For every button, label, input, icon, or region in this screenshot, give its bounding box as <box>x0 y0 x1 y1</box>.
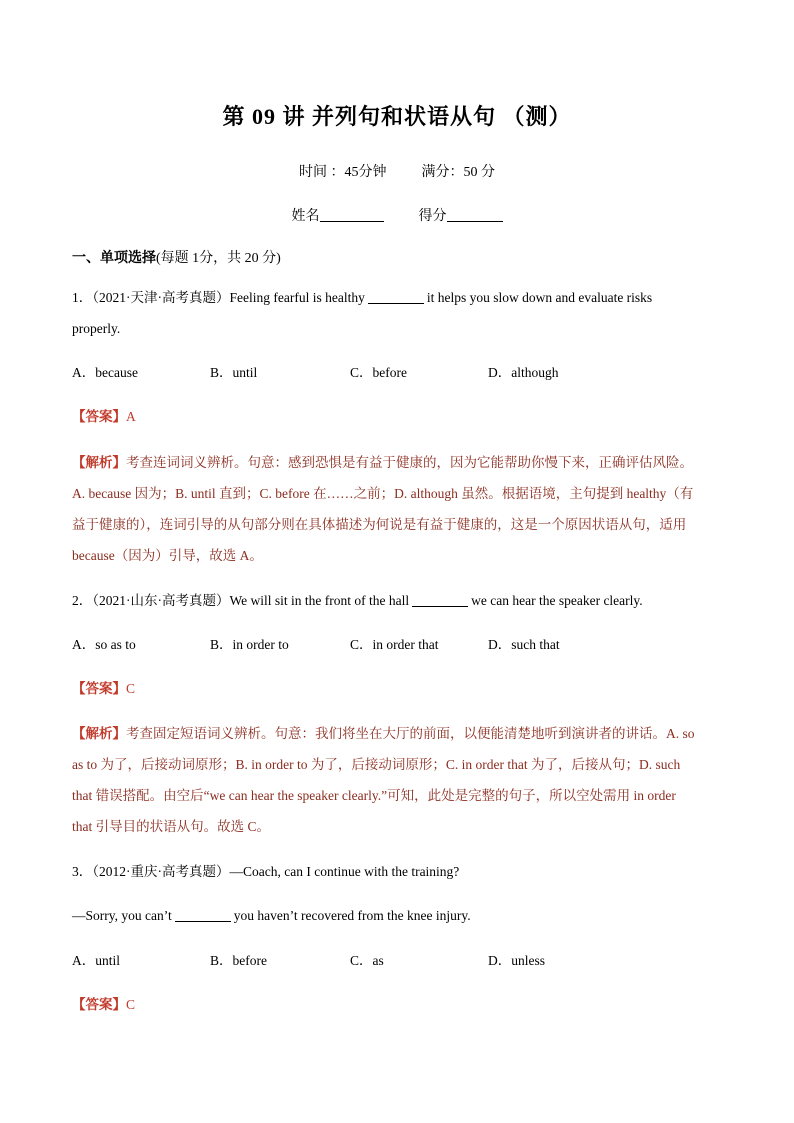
question-1-blank[interactable] <box>368 289 424 304</box>
exam-meta-name <box>0 205 794 225</box>
exam-meta-time <box>0 161 794 181</box>
section-heading-title: 一、单项选择 <box>72 251 156 266</box>
question-3-source: （2012·重庆·高考真题） <box>92 864 230 879</box>
question-2-analysis-line-4: that 引导目的状语从句。故选 C。 <box>72 819 270 834</box>
question-3-stem: 3．（2012·重庆·高考真题）—Coach, can I continue with the training? <box>72 864 460 879</box>
question-2-blank[interactable] <box>412 592 468 607</box>
page-title: 第 09 讲 并列句和状语从句 （测） <box>222 104 572 129</box>
question-3-answer: 【答案】C <box>72 997 136 1012</box>
question-1-option-d[interactable]: D．although <box>488 365 559 380</box>
question-2-option-a[interactable]: A．so as to <box>72 637 136 652</box>
question-2-analysis-line-1: 【解析】考查固定短语词义辨析。句意：我们将坐在大厅的前面，以便能清楚地听到演讲者的讲话。A. so <box>72 726 695 741</box>
question-2-option-d[interactable]: D．such that <box>488 637 560 652</box>
question-3-blank[interactable] <box>175 907 231 922</box>
question-1-options <box>72 363 559 383</box>
question-2-option-b[interactable]: B．in order to <box>210 637 289 652</box>
question-1-option-c[interactable]: C．before <box>350 365 407 380</box>
question-1-source: （2021·天津·高考真题） <box>92 290 230 305</box>
question-2-source: （2021·山东·高考真题） <box>92 593 230 608</box>
question-2-options <box>72 635 560 655</box>
question-2-analysis-line-2: as to 为了，后接动词原形；B. in order to 为了，后接动词原形；C. in order that 为了，后接从句；D. such <box>72 757 681 772</box>
score-blank[interactable] <box>447 207 503 222</box>
question-1-option-a[interactable]: A．because <box>72 365 138 380</box>
name-blank[interactable] <box>320 207 384 222</box>
question-1-analysis-line-4: because（因为）引导，故选 A。 <box>72 548 263 563</box>
question-1-answer: 【答案】A <box>72 409 136 424</box>
score-label: 得分 <box>418 209 447 224</box>
section-heading <box>72 247 281 267</box>
question-2-option-c[interactable]: C．in order that <box>350 637 439 652</box>
question-1-analysis-line-2: A. because 因为；B. until 直到；C. before 在……之前；D. although 虽然。根据语境，主句提到 healthy（有 <box>72 486 694 501</box>
question-3-option-a[interactable]: A．until <box>72 953 121 968</box>
section-heading-note: (每题 1分，共 20 分) <box>156 251 281 266</box>
question-2-answer: 【答案】C <box>72 681 136 696</box>
question-3-option-c[interactable]: C．as <box>350 953 384 968</box>
question-1-analysis-line-1: 【解析】考查连词词义辨析。句意：感到恐惧是有益于健康的，因为它能帮助你慢下来，正确评估风险。 <box>72 455 693 470</box>
question-1-stem-line2: properly. <box>72 321 121 336</box>
question-1-analysis-line-3: 益于健康的），连词引导的从句部分则在具体描述为何说是有益于健康的，这是一个原因状语从句，适用 <box>72 517 687 532</box>
question-2-answer-value: C <box>126 681 136 696</box>
question-2-analysis-line-3: that 错误搭配。由空后“we can hear the speaker clearly.”可知，此处是完整的句子，所以空处需用 in order <box>72 788 676 803</box>
question-3-options <box>72 951 545 971</box>
question-1-option-b[interactable]: B．until <box>210 365 258 380</box>
time-label: 时间 ：45分钟 <box>299 165 387 180</box>
question-1-answer-value: A <box>126 409 136 424</box>
question-3-option-b[interactable]: B．before <box>210 953 267 968</box>
question-3-stem-line2: —Sorry, you can’t you haven’t recovered from the knee injury. <box>72 908 471 923</box>
full-score-label: 满分：50 分 <box>421 165 495 180</box>
question-3-answer-value: C <box>126 997 136 1012</box>
question-2-stem: 2．（2021·山东·高考真题）We will sit in the front of the hall we can hear the speaker clearly. <box>72 593 643 608</box>
name-label: 姓名 <box>291 209 320 224</box>
question-3-option-d[interactable]: D．unless <box>488 953 545 968</box>
question-1-stem: 1．（2021·天津·高考真题）Feeling fearful is healthy it helps you slow down and evaluate risks <box>72 290 653 305</box>
